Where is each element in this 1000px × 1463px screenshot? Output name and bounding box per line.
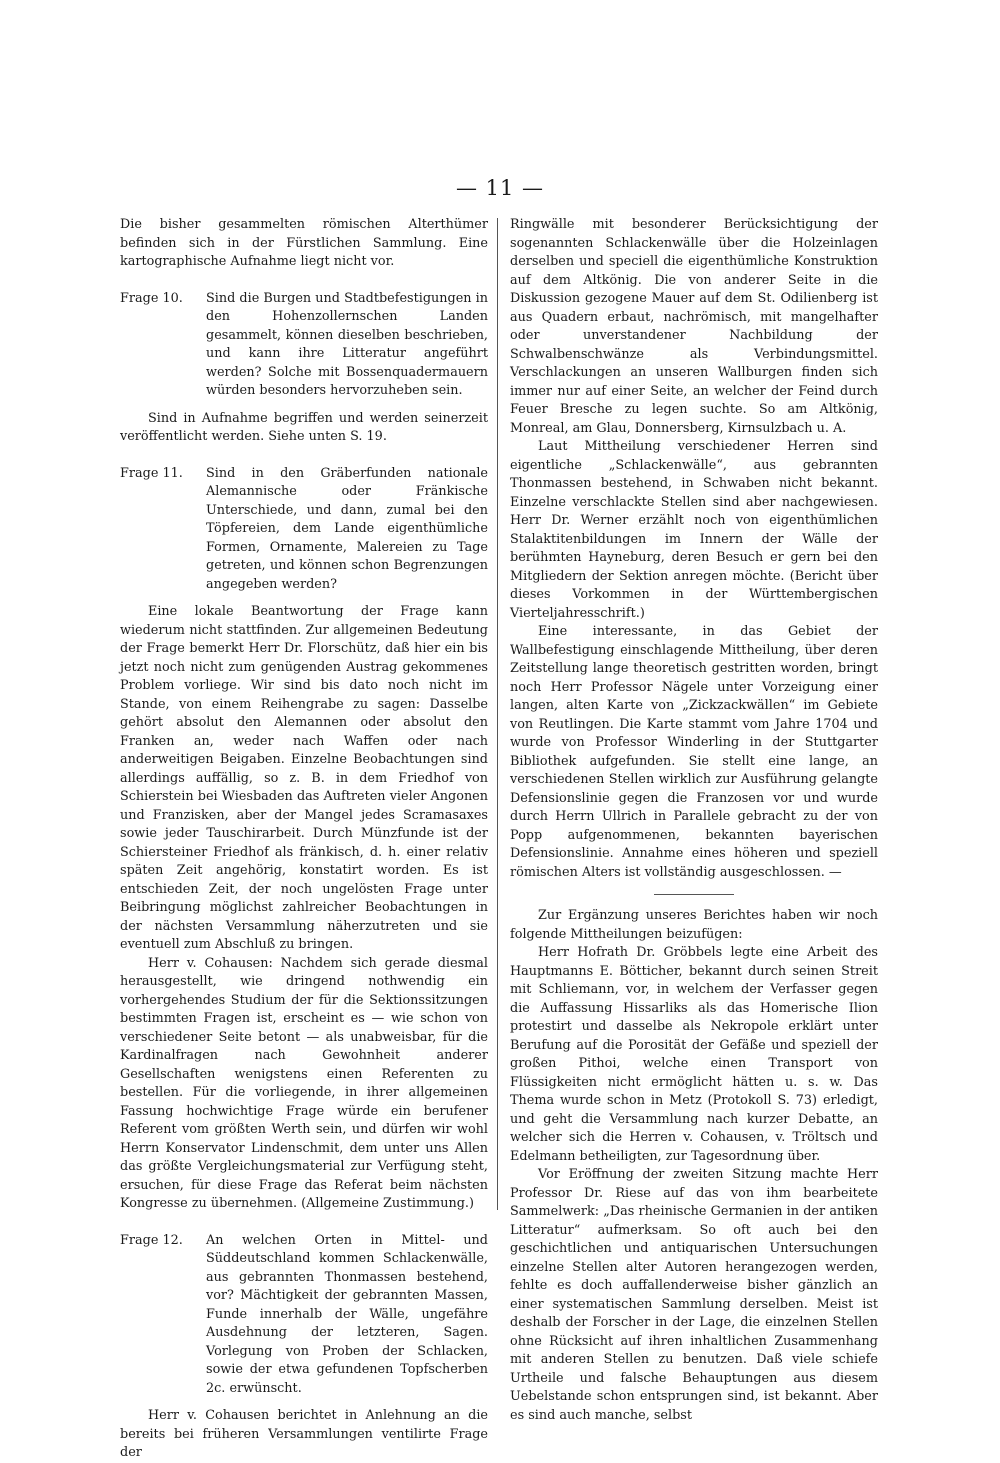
paragraph: Herr Hofrath Dr. Gröbbels legte eine Arbeit des Hauptmanns E. Bötticher, bekannt durch seinen Streit mit Schliemann, vor, in welchem der Verfasser gegen die Auffassung Hissarliks als das Homerische Ilion protestirt und dasselbe als Nekropole erklärt unter Berufung auf die Porosität der Gefäße und speziell der großen Pithoi, welche einen Transport von Flüssigkeiten nicht ermöglicht hätten u. s. w. Das Thema wurde schon in Metz (Protokoll S. 73) erledigt, und geht die Versammlung nach kurzer Debatte, an welcher sich die Herren v. Cohausen, v. Tröltsch und Edelmann betheiligten, zur Tagesordnung über.: [510, 945, 878, 1164]
paragraph: Eine interessante, in das Gebiet der Wallbefestigung einschlagende Mittheilung, über deren Zeitstellung lange theoretisch gestritten worden, bringt noch Herr Professor Nägele unter Vorzeigung einer langen, alten Karte von „Zickzackwällen“ im Gebiete von Reutlingen. Die Karte stammt vom Jahre 1704 und wurde von Professor Winderling in der Stuttgarter Bibliothek aufgefunden. Sie stellt eine lange, an verschiedenen Stellen wirklich zur Ausführung gelangte Defensionslinie gegen die Franzosen vor und wurde durch Herrn Ullrich in Parallele gebracht zu der von Popp aufgenommenen, bekannten bayerischen Defensionslinie. Annahme eines höheren und speziell römischen Alters ist vollständig ausgeschlossen. —: [510, 624, 878, 880]
paragraph: Zur Ergänzung unseres Berichtes haben wir noch folgende Mittheilungen beizufügen:: [510, 908, 878, 942]
question-11: [120, 465, 488, 595]
right-column: [510, 216, 878, 1425]
question-label: Frage 12.: [120, 1232, 183, 1248]
question-text: An welchen Orten in Mittel- und Süddeutschland kommen Schlackenwälle, aus gebrannten Thonmassen bestehend, vor? Mächtigkeit der gebrannten Massen, Funde innerhalb der Wälle, ungefähre Ausdehnung der letzteren, Sagen. Vorlegung von Proben der Schlacken, sowie der etwa gefundenen Topfscherben 2c. erwünscht.: [206, 1232, 488, 1396]
paragraph: Laut Mittheilung verschiedener Herren sind eigentliche „Schlackenwälle“, aus gebrannten Thonmassen bestehend, in Schwaben nicht bekannt. Einzelne verschlackte Stellen sind aber nachgewiesen. Herr Dr. Werner erzählt noch von eigenthümlichen Stalaktitenbildungen im Innern der Wälle der berühmten Hayneburg, deren Besuch er gern bei den Mitgliedern der Sektion anregen möchte. (Bericht über dieses Vorkommen in der Württembergischen Vierteljahresschrift.): [510, 439, 878, 621]
paragraph: Herr v. Cohausen: Nachdem sich gerade diesmal herausgestellt, wie dringend nothwendig ein vorhergehendes Studium der für die Sektionssitzungen bestimmten Fragen ist, erscheint es — wie schon von verschiedener Seite betont — als unabweisbar, für die Kardinalfragen nach Gewohnheit anderer Gesellschaften wenigstens einen Referenten zu bestellen. Für die vorliegende, in ihrer allgemeinen Fassung hochwichtige Frage würde ein berufener Referent vom größten Werth sein, und dürfen wir wohl Herrn Konservator Lindenschmit, dem unter uns Allen das größte Vergleichungsmaterial zur Verfügung steht, ersuchen, für diese Frage das Referat beim nächsten Kongresse zu übernehmen. (Allgemeine Zustimmung.): [120, 955, 488, 1211]
left-column: [120, 216, 488, 1463]
paragraph: Sind in Aufnahme begriffen und werden seinerzeit veröffentlicht werden. Siehe unten S. 19.: [120, 410, 488, 444]
question-label: Frage 11.: [120, 465, 183, 481]
question-10: [120, 290, 488, 401]
question-text: Sind die Burgen und Stadtbefestigungen in den Hohenzollernschen Landen gesammelt, können dieselben beschrieben, und kann ihre Litteratur angeführt werden? Solche mit Bossenquadermauern würden besonders hervorzuheben sein.: [206, 290, 488, 398]
paragraph: Herr v. Cohausen berichtet in Anlehnung an die bereits bei früheren Versammlungen ventilirte Frage der: [120, 1408, 488, 1460]
section-separator: [654, 894, 734, 895]
paragraph: Eine lokale Beantwortung der Frage kann wiederum nicht stattfinden. Zur allgemeinen Bedeutung der Frage bemerkt Herr Dr. Florschütz, daß hier ein bis jetzt noch nicht zum genügenden Austrag gekommenes Problem vorliege. Wir sind bis dato noch nicht im Stande, von einem Reihengrabe zu sagen: Dasselbe gehört absolut den Alemannen oder absolut den Franken an, weder nach Waffen oder nach anderweitigen Beigaben. Einzelne Beobachtungen sind allerdings auffällig, so z. B. in dem Friedhof von Schierstein bei Wiesbaden das Auftreten vieler Angonen und Franzisken, aber der Mangel jedes Scramasaxes sowie jeder Tauschirarbeit. Durch Münzfunde ist der Schiersteiner Friedhof als fränkisch, d. h. einer relativ späten Zeit angehörig, konstatirt worden. Es ist entschieden Zeit, der noch ungelösten Frage unter Beibringung möglichst zahlreicher Beobachtungen in der nächsten Versammlung näherzutreten und sie eventuell zum Abschluß zu bringen.: [120, 604, 488, 952]
question-label: Frage 10.: [120, 290, 183, 306]
question-text: Sind in den Gräberfunden nationale Alemannische oder Fränkische Unterschiede, und dann, zumal bei den Töpfereien, dem Lande eigenthümliche Formen, Ornamente, Malereien zu Tage getreten, und können schon Begrenzungen angegeben werden?: [206, 465, 488, 592]
question-12: [120, 1232, 488, 1399]
page-number: — 11 —: [455, 176, 545, 200]
paragraph: Die bisher gesammelten römischen Alterthümer befinden sich in der Fürstlichen Sammlung. Eine kartographische Aufnahme liegt nicht vor.: [120, 217, 488, 269]
column-divider: [497, 218, 498, 1210]
paragraph: Vor Eröffnung der zweiten Sitzung machte Herr Professor Dr. Riese auf das von ihm bearbeitete Sammelwerk: „Das rheinische Germanien in der antiken Litteratur“ aufmerksam. So oft auch bei den geschichtlichen und antiquarischen Untersuchungen einzelne Stellen alter Autoren herangezogen werden, fehlte es doch auffallenderweise bisher gänzlich an einer systematischen Sammlung derselben. Meist ist deshalb der Forscher in der Lage, die einzelnen Stellen ohne Rücksicht auf ihren inhaltlichen Zusammenhang mit anderen Stellen zu benutzen. Daß viele schiefe Urtheile und falsche Behauptungen aus diesem Uebelstande schon entsprungen sind, ist bekannt. Aber es sind auch manche, selbst: [510, 1167, 878, 1423]
paragraph: Ringwälle mit besonderer Berücksichtigung der sogenannten Schlackenwälle über die Holzeinlagen derselben und speciell die eigenthümliche Konstruktion auf dem Altkönig. Die von anderer Seite in die Diskussion gezogene Mauer auf dem St. Odilienberg ist aus Quadern erbaut, nachrömisch, mit mangelhafter oder unverstandener Nachbildung der Schwalbenschwänze als Verbindungsmittel. Verschlackungen an unseren Wallburgen finden sich immer nur auf einer Seite, an welcher der Feind durch Feuer Bresche zu legen suchte. So am Altkönig, Monreal, am Glau, Donnersberg, Kirnsulzbach u. A.: [510, 217, 878, 436]
